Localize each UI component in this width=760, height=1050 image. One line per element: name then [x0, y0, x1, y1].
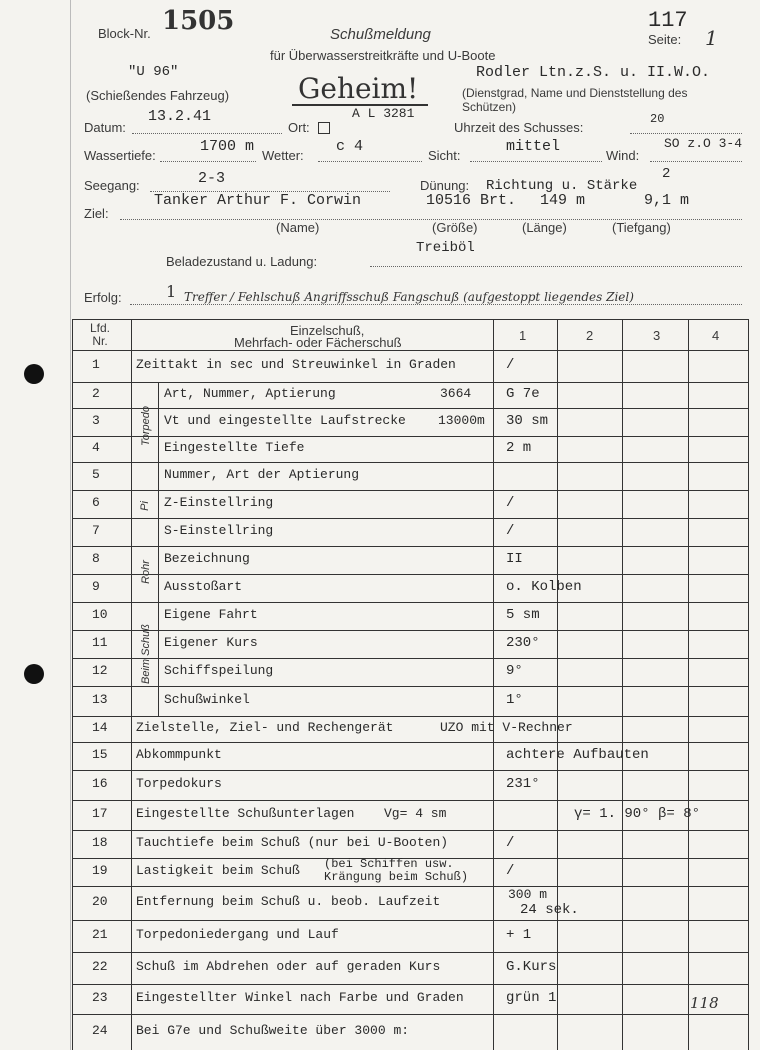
row-label: Bei G7e und Schußweite über 3000 m: [136, 1023, 410, 1038]
page-title: Schußmeldung [330, 26, 431, 43]
row-label: Eingestellter Winkel nach Farbe und Graden [136, 990, 464, 1005]
row-number: 16 [92, 776, 108, 791]
row-number: 21 [92, 927, 108, 942]
row-number: 19 [92, 863, 108, 878]
ziel-tiefgang: 9,1 m [644, 192, 690, 209]
seite-number: 1 [705, 26, 718, 50]
row-value-col1: / [506, 357, 515, 373]
ladung-label: Beladezustand u. Ladung: [166, 254, 318, 269]
row-value-col1: 230° [506, 635, 540, 651]
seegang-value: 2-3 [198, 170, 226, 187]
sicht-value: mittel [506, 138, 561, 155]
row-label: Eigene Fahrt [164, 607, 258, 622]
row-number: 10 [92, 607, 108, 622]
datum-value: 13.2.41 [148, 108, 212, 125]
row-number: 17 [92, 806, 108, 821]
block-number: 1505 [162, 6, 235, 36]
row-label: S-Einstellring [164, 523, 274, 538]
row-number: 20 [92, 894, 108, 909]
row-label: Entfernung beim Schuß u. beob. Laufzeit [136, 894, 441, 909]
laenge-label: (Länge) [522, 220, 567, 235]
group-pi-label: Pi [139, 501, 151, 511]
stamp-reference: A L 3281 [352, 106, 415, 121]
row-number: 5 [92, 467, 100, 482]
row-number: 2 [92, 386, 100, 401]
seite-label: Seite: [648, 32, 682, 47]
wind-label: Wind: [606, 148, 640, 163]
page-number: 117 [648, 8, 688, 33]
row-label: Tauchtiefe beim Schuß (nur bei U-Booten) [136, 835, 449, 850]
row-number: 11 [92, 635, 108, 650]
row-value-col1: 2 m [506, 440, 532, 456]
row-value-col1: 1° [506, 692, 523, 708]
ziel-label: Ziel: [84, 206, 109, 221]
margin-note: 118 [690, 994, 719, 1012]
row-number: 4 [92, 440, 100, 455]
ladung-value: Treiböl [416, 240, 475, 256]
row-label: Eingestellte Tiefe [164, 440, 305, 455]
row-value-col1: / [506, 523, 515, 539]
row-label: Schiffspeilung [164, 663, 274, 678]
ziel-laenge: 149 m [540, 192, 586, 209]
row-value-col1: / [506, 835, 515, 851]
duenung-label: Dünung: [420, 178, 470, 193]
col-mehrfach-header: Mehrfach- oder Fächerschuß [234, 335, 402, 350]
seegang-label: Seegang: [84, 178, 140, 193]
row-number: 22 [92, 959, 108, 974]
row-label: Eingestellte Schußunterlagen [136, 806, 355, 821]
row-label: Bezeichnung [164, 551, 250, 566]
row-number: 9 [92, 579, 100, 594]
wassertiefe-label: Wassertiefe: [84, 148, 156, 163]
shooter-name: Rodler Ltn.z.S. u. II.W.O. [476, 64, 711, 81]
secret-stamp: Geheim! [298, 72, 419, 105]
row-number: 3 [92, 413, 100, 428]
shooter-label: (Dienstgrad, Name und Dienststellung des Schützen) [462, 86, 688, 114]
row-label: Zeittakt in sec und Streuwinkel in Graden [136, 357, 456, 372]
erfolg-number: 1 [166, 282, 177, 301]
ziel-brt: 10516 Brt. [426, 192, 517, 209]
row-value-col1: o. Kolben [506, 579, 582, 595]
row-value-col1: / [506, 495, 515, 511]
row-value-col1: G.Kurs [506, 959, 557, 975]
row-number: 12 [92, 663, 108, 678]
col-4-header: 4 [712, 328, 720, 343]
wind-value: SO z.O 3-4 [664, 136, 743, 151]
ziel-value: Tanker Arthur F. Corwin [154, 192, 362, 209]
row-value-col1: achtere Aufbauten [506, 747, 649, 763]
row-number: 8 [92, 551, 100, 566]
row-annotation: 300 m [508, 887, 548, 902]
col-3-header: 3 [653, 328, 661, 343]
row-label: Schuß im Abdrehen oder auf geraden Kurs [136, 959, 441, 974]
row-annotation: 13000m [438, 413, 485, 428]
row-value-col1: γ= 1. 90° β= 8° [574, 806, 701, 822]
row-label: Abkommpunkt [136, 747, 222, 762]
groesse-label: (Größe) [432, 220, 478, 235]
page-subtitle: für Überwasserstreitkräfte und U-Boote [270, 48, 496, 63]
sicht-label: Sicht: [428, 148, 461, 163]
datum-label: Datum: [84, 120, 126, 135]
row-label: Art, Nummer, Aptierung [164, 386, 336, 401]
row-number: 14 [92, 720, 108, 735]
col-2-header: 2 [586, 328, 594, 343]
wassertiefe-value: 1700 m [200, 138, 255, 155]
group-torpedo-label: Torpedo [140, 406, 152, 446]
ort-checkbox [318, 122, 330, 134]
name-label: (Name) [276, 220, 320, 235]
row-number: 13 [92, 692, 108, 707]
row-label: Nummer, Art der Aptierung [164, 467, 360, 482]
row-number: 18 [92, 835, 108, 850]
row-value-col1: 5 sm [506, 607, 540, 623]
vessel-name: "U 96" [128, 64, 179, 80]
punch-hole [24, 364, 44, 384]
tiefgang-label: (Tiefgang) [612, 220, 671, 235]
erfolg-label: Erfolg: [84, 290, 122, 305]
col-1-header: 1 [519, 328, 527, 343]
row-number: 15 [92, 747, 108, 762]
row-value-col1: 9° [506, 663, 523, 679]
punch-hole [24, 664, 44, 684]
row-label: Torpedokurs [136, 776, 222, 791]
row-value-col1: 231° [506, 776, 540, 792]
row-value-col1: grün 1 [506, 990, 557, 1006]
row-value-col1: G 7e [506, 386, 540, 402]
duenung-value: 2 [662, 166, 671, 182]
page-edge [70, 0, 71, 1050]
row-label: Lastigkeit beim Schuß [136, 863, 300, 878]
wetter-value: c 4 [336, 138, 364, 155]
row-annotation: Vg= 4 sm [384, 806, 447, 821]
row-value-col1: II [506, 551, 523, 567]
row-annotation: (bei Schiffen usw. Krängung beim Schuß) [324, 857, 469, 884]
row-label: Ausstoßart [164, 579, 243, 594]
row-annotation: 3664 [440, 386, 472, 401]
row-value-col1: 30 sm [506, 413, 549, 429]
row-number: 6 [92, 495, 100, 510]
row-value-col1: 24 sek. [520, 902, 579, 918]
shooter-extra: 20 [650, 112, 665, 126]
row-value-col1: + 1 [506, 927, 532, 943]
group-rohr-label: Rohr [140, 560, 152, 584]
ort-label: Ort: [288, 120, 310, 135]
erfolg-text: Treffer / Fehlschuß Angriffsschuß Fangschuß (aufgestoppt liegendes Ziel) [184, 290, 634, 304]
row-label: Schußwinkel [164, 692, 250, 707]
row-label: Zielstelle, Ziel- und Rechengerät [136, 720, 394, 735]
row-number: 23 [92, 990, 108, 1005]
col-einzel-header: Einzelschuß, [290, 323, 365, 338]
row-annotation: UZO mit V-Rechner [440, 720, 573, 735]
group-beim-schuss-label: Beim Schuß [140, 624, 152, 684]
row-number: 24 [92, 1023, 108, 1038]
row-value-col1: / [506, 863, 515, 879]
row-number: 7 [92, 523, 100, 538]
duenung-text: Richtung u. Stärke [486, 178, 638, 194]
block-label: Block-Nr. [98, 26, 151, 41]
uhrzeit-label: Uhrzeit des Schusses: [454, 120, 584, 135]
row-label: Z-Einstellring [164, 495, 274, 510]
row-number: 1 [92, 357, 100, 372]
row-label: Torpedoniedergang und Lauf [136, 927, 339, 942]
wetter-label: Wetter: [262, 148, 304, 163]
vessel-label: (Schießendes Fahrzeug) [86, 88, 230, 103]
col-lfd-header: Lfd. Nr. [90, 321, 111, 348]
row-label: Vt und eingestellte Laufstrecke [164, 413, 406, 428]
row-label: Eigener Kurs [164, 635, 258, 650]
